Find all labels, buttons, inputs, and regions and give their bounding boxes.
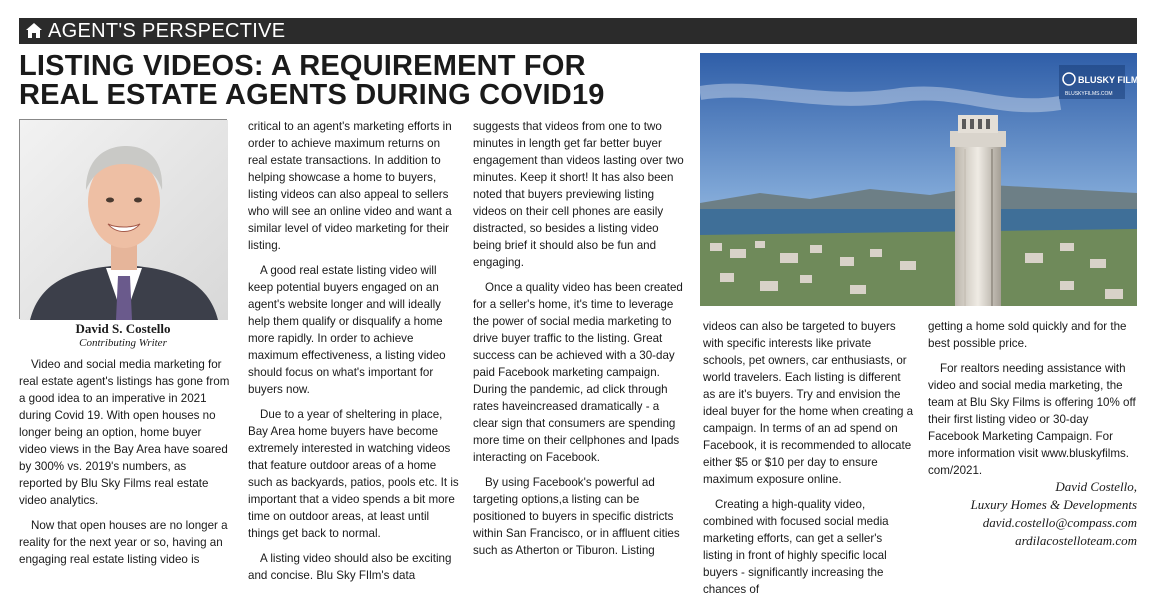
headline-line-1: LISTING VIDEOS: A REQUIREMENT FOR bbox=[19, 50, 586, 82]
author-photo bbox=[19, 119, 227, 319]
column-1 bbox=[19, 356, 231, 576]
paragraph: videos can also be targeted to buyers with specific interests like private schools, pet owners, car enthusiasts, or world travelers. Each listing is different as are it's buyers. Try and envision the ideal buyer for the home when creating a campaign. In terms of an ad spend on Facebook, it is recommended to allocate either $5 or $10 per day to ensure maximum exposure online. bbox=[703, 320, 914, 486]
column-5 bbox=[928, 318, 1138, 487]
section-banner bbox=[19, 18, 1137, 44]
paragraph: Creating a high-quality video, combined with focused social media marketing efforts, can get a seller's listing in front of highly specific local buyers - significantly increasing the chances of bbox=[703, 498, 889, 596]
column-4 bbox=[703, 318, 915, 606]
paragraph: By using Facebook's powerful ad targeting options,a listing can be positioned to buyers in specific districts within San Francisco, or in affluent cities such as Atherton or Tiburon. Listing bbox=[473, 476, 680, 557]
signature-site: ardilacostelloteam.com bbox=[1015, 533, 1137, 548]
signature-company: Luxury Homes & Developments bbox=[970, 497, 1137, 512]
paragraph: suggests that videos from one to two minutes in length get far better buyer engagement than videos lasting over two minutes. Keep it short! It has also been noted that buyers previewing listing videos on their cell phones are easily distracted, so besides a listing video being brief it should also be fun and engaging. bbox=[473, 120, 684, 269]
paragraph: Video and social media marketing for real estate agent's listings has gone from a good idea to an imperative in 2021 during Covid 19. With open houses no longer being an option, home buyer video views in the Bay Area have soared by 300% vs. 2019's numbers, as reported by Blu Sky Films real estate video analytics. bbox=[19, 358, 230, 507]
house-icon bbox=[25, 22, 43, 40]
section-label: AGENT'S PERSPECTIVE bbox=[48, 20, 286, 42]
author-name: David S. Costello bbox=[75, 321, 171, 336]
column-3 bbox=[473, 118, 685, 567]
logo-url: BLUSKYFILMS.COM bbox=[1065, 91, 1113, 97]
paragraph: Now that open houses are no longer a reality for the next year or so, having an engaging real estate listing video is bbox=[19, 519, 228, 566]
paragraph: getting a home sold quickly and for the best possible price. bbox=[928, 320, 1127, 350]
paragraph: A good real estate listing video will keep potential buyers engaged on an agent's website longer and will ideally help them qualify or disqualify a home more rapidly. In order to achieve maximum effectiveness, a listing video should focus on what's important for buyers now. bbox=[248, 264, 446, 396]
coit-tower-photo bbox=[700, 53, 1145, 306]
paragraph: A listing video should also be exciting and concise. Blu Sky FIlm's data bbox=[248, 552, 452, 582]
article-headline bbox=[19, 52, 689, 110]
paragraph: For realtors needing assistance with video and social media marketing, the team at Blu Sky Films is offering 10% off their first listing video or 30-day Facebook Marketing Campaign. For more information visit www.bluskyfilms. com/2021. bbox=[928, 362, 1136, 477]
paragraph: critical to an agent's marketing efforts in order to achieve maximum returns on real estate transactions. In addition to helping showcase a home to buyers, listing videos can also appeal to sellers who will see an online video and want a similar level of video marketing for their listing. bbox=[248, 120, 452, 252]
signature-name: David Costello, bbox=[1055, 479, 1137, 494]
blusky-logo bbox=[1059, 65, 1145, 99]
signature-block bbox=[928, 478, 1137, 550]
paragraph: Once a quality video has been created for a seller's home, it's time to leverage the power of social media marketing to drive buyer traffic to the listing. Great success can be achieved with a 30-day paid Facebook marketing campaign. During the pandemic, ad click through rates haveincreased dramatically - a clear sign that consumers are spending more time on their cellphones and Ipads interacting on Facebook. bbox=[473, 281, 683, 464]
paragraph: Due to a year of sheltering in place, Bay Area home buyers have become extremely interested in watching videos that feature outdoor areas of a home such as backyards, patios, pools etc. It is important that a video spends a bit more time on outdoor areas, at least until things get back to normal. bbox=[248, 408, 459, 540]
headline-line-2: REAL ESTATE AGENTS DURING COVID19 bbox=[19, 79, 605, 111]
column-2 bbox=[248, 118, 460, 592]
signature-email: david.costello@compass.com bbox=[982, 515, 1137, 530]
logo-text: BLUSKY FILMS bbox=[1078, 75, 1145, 85]
author-title: Contributing Writer bbox=[79, 337, 167, 349]
